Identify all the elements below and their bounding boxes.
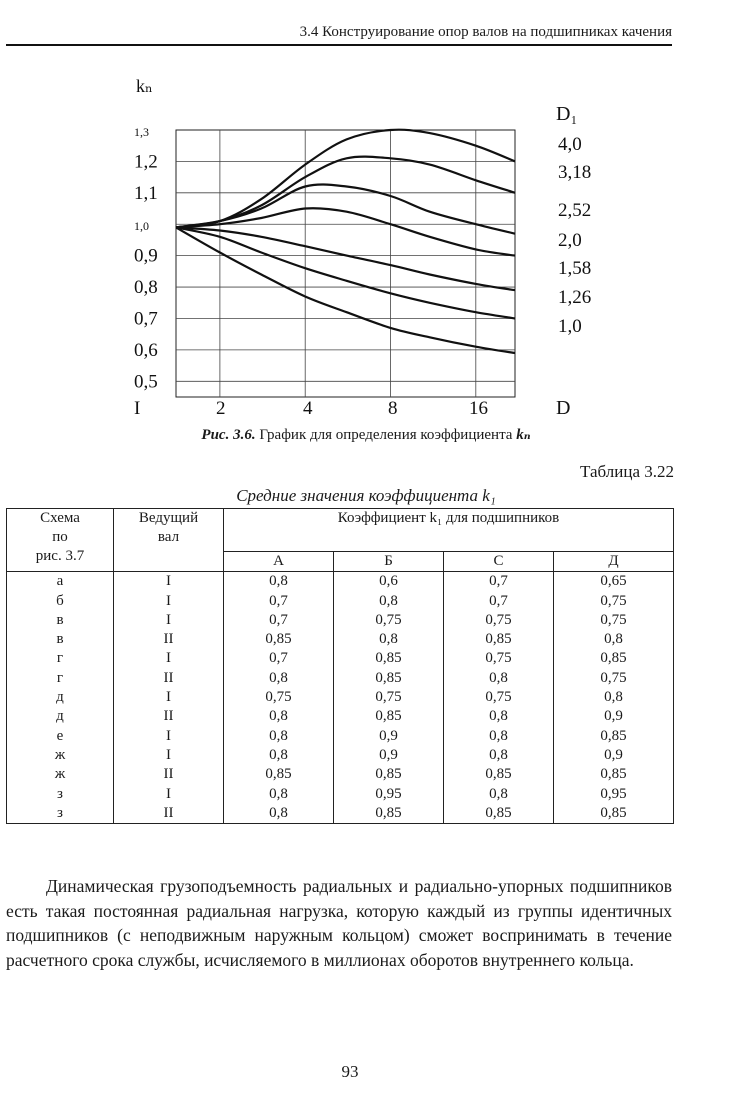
table-row <box>7 630 674 649</box>
y-tick-label: 0,6 <box>134 339 158 361</box>
legend-value: 2,0 <box>558 230 582 251</box>
table-cell: II <box>114 669 224 688</box>
table-cell: 0,7 <box>224 611 334 630</box>
table-cell: I <box>114 592 224 611</box>
table-cell: 0,7 <box>224 592 334 611</box>
series-line-3-18 <box>176 157 515 228</box>
header-bearing-c: С <box>444 552 554 572</box>
figure-number: Рис. 3.6. <box>201 427 256 443</box>
table-cell: 0,75 <box>334 611 444 630</box>
table-cell: 0,65 <box>554 572 674 592</box>
table-cell: 0,8 <box>444 727 554 746</box>
y-tick-label: 1,2 <box>134 151 158 173</box>
table-cell: II <box>114 707 224 726</box>
table-cell: 0,85 <box>224 765 334 784</box>
table-cell: а <box>7 572 114 592</box>
table-cell: I <box>114 746 224 765</box>
y-tick-label: 1,0 <box>134 219 149 234</box>
series-line-1-26 <box>176 227 515 318</box>
table-cell: ж <box>7 746 114 765</box>
y-axis-label: kₙ <box>136 76 153 96</box>
table-cell: 0,85 <box>554 765 674 784</box>
table-cell: 0,6 <box>334 572 444 592</box>
legend-value: 1,0 <box>558 316 582 337</box>
header-scheme-line: рис. 3.7 <box>35 548 85 564</box>
table-cell: 0,9 <box>554 746 674 765</box>
table-cell: 0,75 <box>554 592 674 611</box>
figure-caption <box>0 425 732 444</box>
y-tick-label: 0,8 <box>134 277 158 299</box>
table-row <box>7 804 674 824</box>
table-cell: ж <box>7 765 114 784</box>
table-cell: 0,8 <box>224 707 334 726</box>
table-cell: 0,8 <box>224 669 334 688</box>
table-cell: г <box>7 669 114 688</box>
table-cell: I <box>114 649 224 668</box>
table-cell: 0,8 <box>444 746 554 765</box>
table-cell: б <box>7 592 114 611</box>
page-number: 93 <box>341 1062 359 1081</box>
y-tick-label: 0,9 <box>134 245 158 267</box>
table-cell: 0,75 <box>444 649 554 668</box>
table-cell: 0,75 <box>444 688 554 707</box>
chart-grid <box>176 130 515 397</box>
plot-frame <box>176 130 515 397</box>
x-tick-label: 4 <box>303 398 313 419</box>
table-cell: 0,95 <box>334 785 444 804</box>
table-cell: д <box>7 707 114 726</box>
table-cell: 0,7 <box>444 572 554 592</box>
legend-value: 2,52 <box>558 200 592 221</box>
table-cell: 0,8 <box>224 804 334 824</box>
table-cell: 0,8 <box>554 630 674 649</box>
table-cell: 0,75 <box>554 669 674 688</box>
x-tick-label: 2 <box>216 398 226 419</box>
table-cell: 0,75 <box>554 611 674 630</box>
legend-title: D₁ <box>556 103 578 125</box>
table-cell: I <box>114 688 224 707</box>
table-cell: 0,85 <box>444 630 554 649</box>
y-tick-labels <box>134 125 158 392</box>
table-cell: 0,8 <box>444 707 554 726</box>
table-row <box>7 611 674 630</box>
table-cell: в <box>7 611 114 630</box>
table-cell: 0,7 <box>224 649 334 668</box>
legend-value: 4,0 <box>558 134 582 155</box>
header-scheme <box>7 509 114 572</box>
x-tick-labels <box>134 398 488 419</box>
table-cell: II <box>114 630 224 649</box>
table-cell: 0,8 <box>554 688 674 707</box>
header-rule <box>6 44 672 46</box>
legend-value: 1,58 <box>558 258 592 279</box>
table-cell: г <box>7 649 114 668</box>
header-bearing-a: А <box>224 552 334 572</box>
x-tick-label: 16 <box>469 398 488 419</box>
d1-legend <box>558 134 591 337</box>
header-shaft <box>114 509 224 572</box>
legend-value: 1,26 <box>558 287 592 308</box>
running-header: 3.4 Конструирование опор валов на подшипниках качения <box>299 24 672 40</box>
table-cell: 0,85 <box>334 707 444 726</box>
table-cell: I <box>114 727 224 746</box>
table-cell: 0,85 <box>334 804 444 824</box>
table-cell: 0,75 <box>334 688 444 707</box>
table-row <box>7 649 674 668</box>
table-row <box>7 572 674 592</box>
figure-caption-symbol: kₙ <box>516 427 531 443</box>
table-cell: 0,9 <box>554 707 674 726</box>
table-row <box>7 688 674 707</box>
table-cell: 0,85 <box>444 804 554 824</box>
series-line-2-52 <box>176 185 515 234</box>
table-cell: 0,95 <box>554 785 674 804</box>
table-number: Таблица 3.22 <box>580 462 674 481</box>
table-cell: I <box>114 611 224 630</box>
legend-value: 3,18 <box>558 162 592 183</box>
table-cell: д <box>7 688 114 707</box>
table-row <box>7 592 674 611</box>
header-shaft-line: вал <box>157 529 180 545</box>
header-bearing-d: Д <box>554 552 674 572</box>
chart-curves <box>176 130 515 353</box>
x-tick-label: I <box>134 398 141 419</box>
table-cell: 0,8 <box>224 746 334 765</box>
table-row <box>7 765 674 784</box>
header-coefficient: Коэффициент k₁ для подшипников <box>224 509 674 552</box>
table-cell: 0,7 <box>444 592 554 611</box>
header-bearing-b: Б <box>334 552 444 572</box>
table-cell: 0,8 <box>334 592 444 611</box>
table-cell: 0,8 <box>224 727 334 746</box>
y-tick-label: 0,7 <box>134 308 158 330</box>
table-cell: 0,8 <box>224 572 334 592</box>
table-cell: 0,85 <box>554 727 674 746</box>
table-row <box>7 707 674 726</box>
table-cell: 0,85 <box>554 804 674 824</box>
table-cell: 0,75 <box>224 688 334 707</box>
header-scheme-line: по <box>52 529 68 545</box>
table-cell: 0,85 <box>334 765 444 784</box>
table-cell: I <box>114 785 224 804</box>
table-cell: 0,9 <box>334 727 444 746</box>
table-cell: 0,85 <box>334 649 444 668</box>
table-cell: 0,85 <box>444 765 554 784</box>
table-cell: 0,85 <box>224 630 334 649</box>
figure-caption-text: График для определения коэффициента <box>259 427 513 443</box>
coefficient-table <box>6 508 674 824</box>
table-cell: з <box>7 804 114 824</box>
table-cell: I <box>114 572 224 592</box>
table-cell: е <box>7 727 114 746</box>
table-title: Средние значения коэффициента k₁ <box>236 486 496 505</box>
y-tick-label: 0,5 <box>134 371 158 393</box>
table-cell: 0,75 <box>444 611 554 630</box>
x-axis-label: D <box>556 397 571 419</box>
table-cell: 0,85 <box>554 649 674 668</box>
table-row <box>7 746 674 765</box>
table-row <box>7 669 674 688</box>
y-tick-label: 1,3 <box>134 125 149 139</box>
table-cell: II <box>114 765 224 784</box>
kn-chart <box>0 60 732 422</box>
header-scheme-line: Схема <box>40 510 80 526</box>
table-cell: 0,8 <box>334 630 444 649</box>
table-cell: 0,8 <box>224 785 334 804</box>
table-row <box>7 785 674 804</box>
table-row <box>7 727 674 746</box>
table-cell: в <box>7 630 114 649</box>
body-paragraph: Динамическая грузоподъемность радиальных и радиально-упорных подшипников есть такая постоянная радиальная нагрузка, которую каждый из группы идентичных подшипников (с неподвижным наружным кольцом) сможет воспринимать в течение расчетного срока службы, исчисляемого в миллионах оборотов внутреннего кольца. <box>6 876 672 970</box>
table-cell: 0,9 <box>334 746 444 765</box>
y-tick-label: 1,1 <box>134 182 158 204</box>
table-cell: 0,8 <box>444 669 554 688</box>
table-body <box>7 572 674 824</box>
table-cell: 0,85 <box>334 669 444 688</box>
table-cell: з <box>7 785 114 804</box>
header-shaft-line: Ведущий <box>138 510 199 526</box>
table-cell: 0,8 <box>444 785 554 804</box>
series-line-4-0 <box>176 130 515 228</box>
x-tick-label: 8 <box>388 398 398 419</box>
table-cell: II <box>114 804 224 824</box>
